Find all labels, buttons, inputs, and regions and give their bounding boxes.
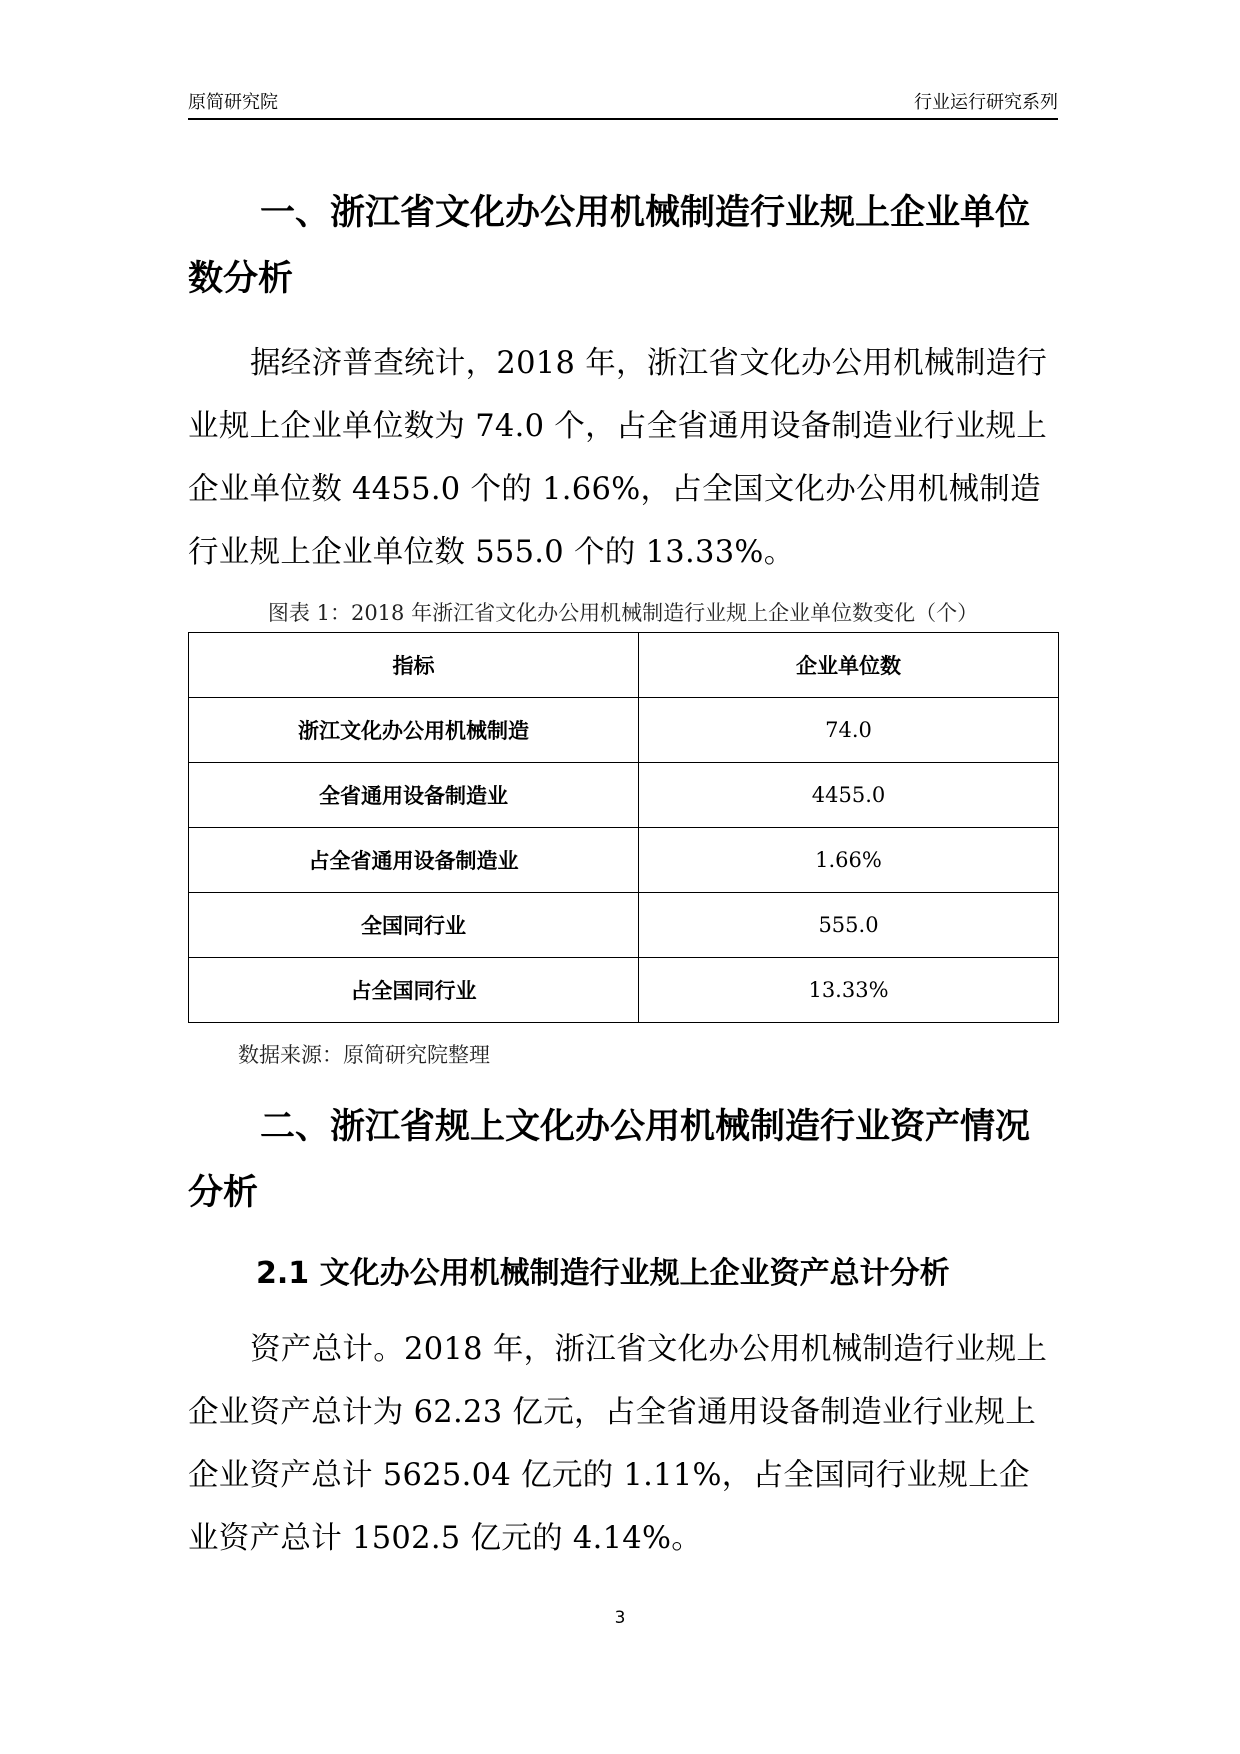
section2-paragraph: 资产总计。2018 年，浙江省文化办公用机械制造行业规上企业资产总计为 62.23 亿元，占全省通用设备制造业行业规上企业资产总计 5625.04 亿元的 1.11%，占全国同行业规上企业资产总计 1502.5 亿元的 4.14%。 — [188, 1332, 1048, 1556]
table-header-row — [189, 633, 1059, 698]
section2-title: 二、浙江省规上文化办公用机械制造行业资产情况分析 — [188, 1107, 1031, 1213]
section2-subtitle: 2.1 文化办公用机械制造行业规上企业资产总计分析 — [256, 1256, 950, 1291]
table-row — [189, 763, 1059, 828]
row-value: 1.66% — [639, 828, 1059, 893]
row-value: 13.33% — [639, 958, 1059, 1023]
page-number: 3 — [614, 1608, 626, 1628]
section1-paragraph: 据经济普查统计，2018 年，浙江省文化办公用机械制造行业规上企业单位数为 74.0 个，占全省通用设备制造业行业规上企业单位数 4455.0 个的 1.66%，占全国文化办公用机械制造行业规上企业单位数 555.0 个的 13.33%。 — [188, 346, 1048, 570]
table-row — [189, 698, 1059, 763]
row-label: 占全国同行业 — [189, 958, 639, 1023]
section1-title: 一、浙江省文化办公用机械制造行业规上企业单位数分析 — [188, 193, 1031, 299]
row-label: 占全省通用设备制造业 — [189, 828, 639, 893]
table-row — [189, 893, 1059, 958]
page-header — [188, 88, 1058, 120]
table-row — [189, 828, 1059, 893]
header-series: 行业运行研究系列 — [914, 92, 1058, 113]
data-table — [188, 632, 1059, 1023]
row-label: 全省通用设备制造业 — [189, 763, 639, 828]
table1-caption: 图表 1：2018 年浙江省文化办公用机械制造行业规上企业单位数变化（个） — [267, 601, 979, 625]
row-value: 4455.0 — [639, 763, 1059, 828]
row-value: 74.0 — [639, 698, 1059, 763]
header-org: 原简研究院 — [188, 92, 278, 113]
row-label: 浙江文化办公用机械制造 — [189, 698, 639, 763]
table-header-indicator: 指标 — [189, 633, 639, 698]
table-header-count: 企业单位数 — [639, 633, 1059, 698]
row-label: 全国同行业 — [189, 893, 639, 958]
table1-source: 数据来源：原简研究院整理 — [238, 1043, 490, 1067]
row-value: 555.0 — [639, 893, 1059, 958]
table-row — [189, 958, 1059, 1023]
